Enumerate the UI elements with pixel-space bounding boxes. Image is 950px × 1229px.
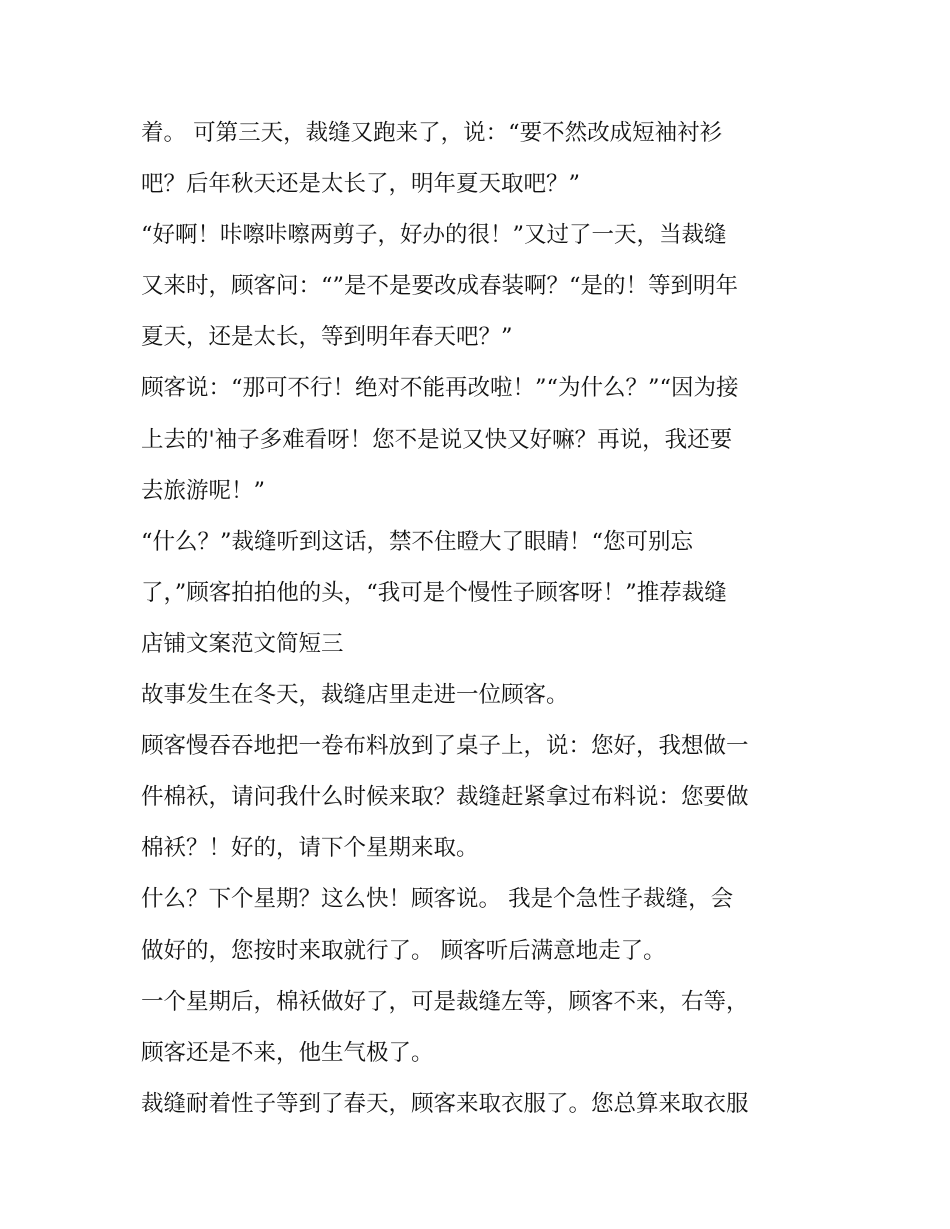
- text-line: 顾客说：“那可不行！绝对不能再改啦！”“为什么？”“因为接: [141, 375, 739, 402]
- text-line: “好啊！咔嚓咔嚓两剪子，好办的很！”又过了一天，当裁缝: [141, 222, 727, 249]
- text-line: 裁缝耐着性子等到了春天，顾客来取衣服了。您总算来取衣服: [141, 1090, 749, 1117]
- text-line: 件棉袄，请问我什么时候来取？裁缝赶紧拿过布料说：您要做: [141, 784, 749, 811]
- text-line: 着。 可第三天，裁缝又跑来了，说：“要不然改成短袖衬衫: [141, 120, 723, 146]
- text-line: 又来时，顾客问：“”是不是要改成春装啊？“是的！等到明年: [141, 273, 739, 300]
- text-line: 故事发生在冬天，裁缝店里走进一位顾客。: [141, 682, 569, 709]
- text-line: 去旅游呢！”: [141, 477, 266, 504]
- text-line: 一个星期后，棉袄做好了，可是裁缝左等，顾客不来，右等，: [141, 988, 749, 1015]
- section-heading-line: 店铺文案范文简短三: [141, 630, 344, 657]
- text-line: 顾客还是不来，他生气极了。: [141, 1039, 434, 1066]
- text-line: 吧？后年秋天还是太长了，明年夏天取吧？”: [141, 171, 581, 198]
- text-line: 做好的，您按时来取就行了。 顾客听后满意地走了。: [141, 937, 666, 964]
- text-line: 棉袄？！好的，请下个星期来取。: [141, 835, 479, 862]
- text-line: 夏天，还是太长，等到明年春天吧？”: [141, 324, 513, 351]
- text-line: 顾客慢吞吞地把一卷布料放到了桌子上，说：您好，我想做一: [141, 733, 749, 760]
- document-body: [141, 108, 821, 1130]
- text-line: 上去的'袖子多难看呀！您不是说又快又好嘛？再说，我还要: [141, 426, 733, 453]
- text-line: 了，”顾客拍拍他的头，“我可是个慢性子顾客呀！”推荐裁缝: [141, 579, 727, 606]
- text-line: “什么？”裁缝听到这话，禁不住瞪大了眼睛！“您可别忘: [141, 528, 694, 555]
- text-line: 什么？下个星期？这么快！顾客说。 我是个急性子裁缝，会: [141, 886, 734, 913]
